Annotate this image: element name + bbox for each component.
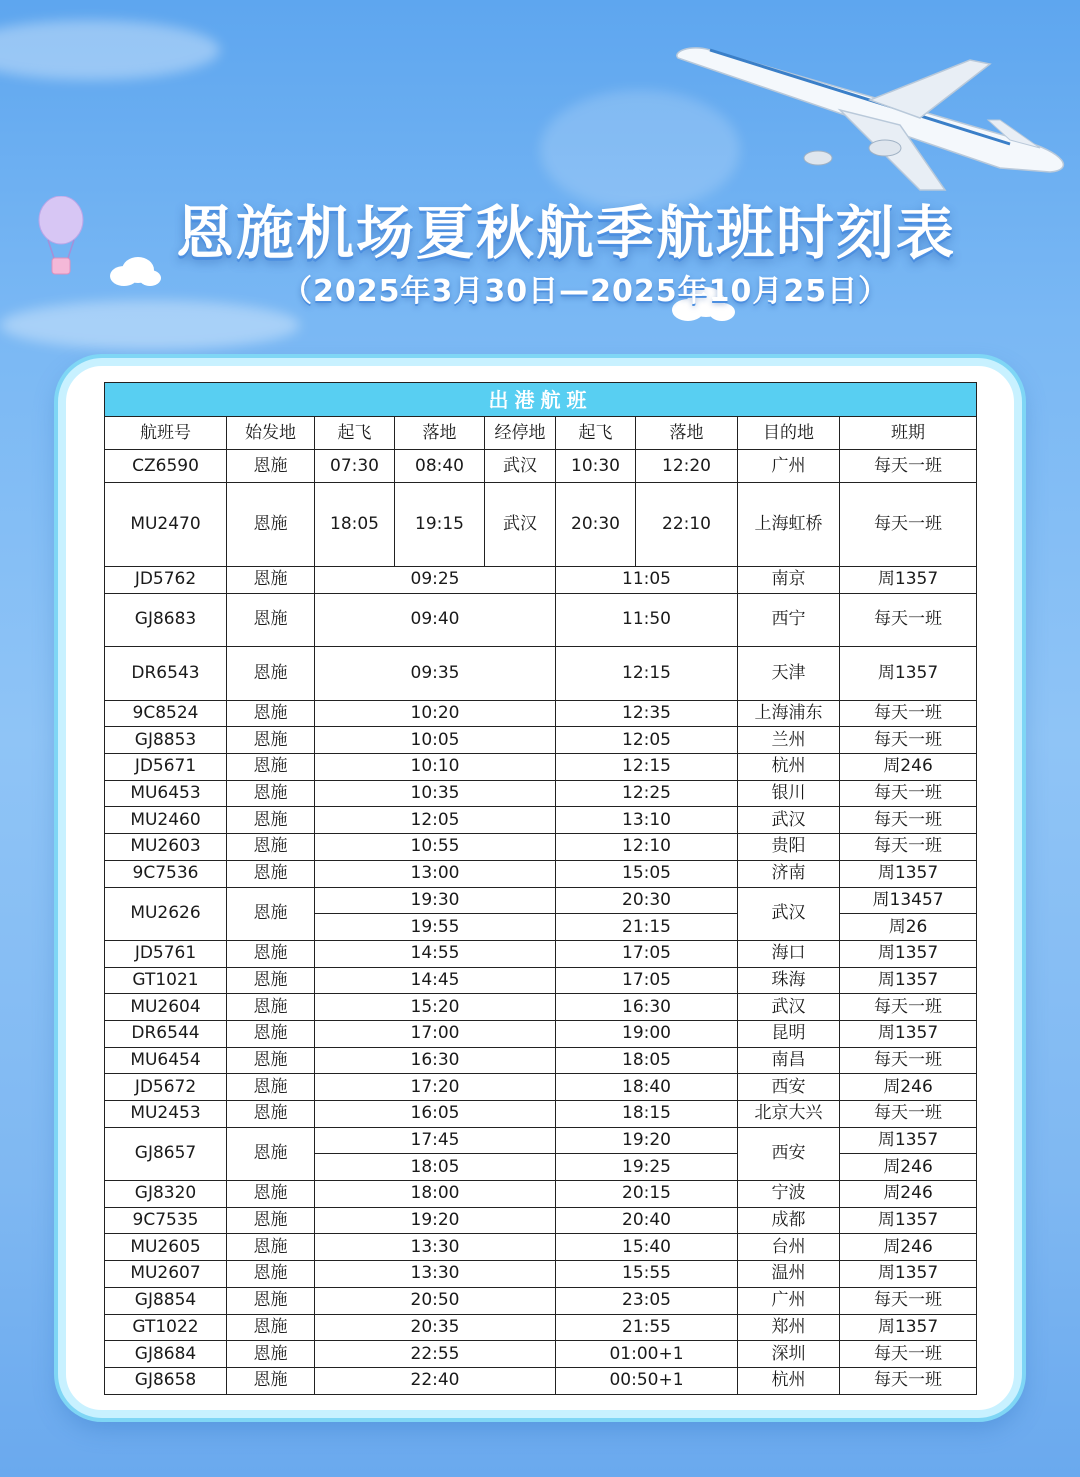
cell-days: 周13457 xyxy=(840,887,977,914)
cell-days: 每天一班 xyxy=(840,727,977,754)
table-row xyxy=(105,1074,977,1101)
cell-dest: 天津 xyxy=(738,647,840,701)
cell-origin: 恩施 xyxy=(227,1261,315,1288)
cell-origin: 恩施 xyxy=(227,807,315,834)
cell-dep: 19:20 xyxy=(315,1207,556,1234)
table-row xyxy=(105,1047,977,1074)
cell-dep2: 20:30 xyxy=(556,483,636,567)
cell-dest: 武汉 xyxy=(738,807,840,834)
cell-dest: 济南 xyxy=(738,860,840,887)
column-header: 落地 xyxy=(395,417,485,450)
cell-arr: 12:25 xyxy=(556,780,738,807)
cell-dep: 22:40 xyxy=(315,1367,556,1394)
cell-dep: 17:00 xyxy=(315,1020,556,1047)
cell-flight-no: DR6544 xyxy=(105,1020,227,1047)
table-row xyxy=(105,700,977,727)
column-header: 航班号 xyxy=(105,417,227,450)
table-row xyxy=(105,1261,977,1288)
cell-arr: 11:50 xyxy=(556,593,738,647)
date-range: （2025年3月30日—2025年10月25日） xyxy=(282,274,890,309)
cell-days: 每天一班 xyxy=(840,780,977,807)
cell-dep: 09:25 xyxy=(315,567,556,594)
cell-origin: 恩施 xyxy=(227,1181,315,1208)
cell-dep: 10:10 xyxy=(315,754,556,781)
cell-dest: 银川 xyxy=(738,780,840,807)
cell-dest: 海口 xyxy=(738,940,840,967)
cell-days: 周246 xyxy=(840,1234,977,1261)
cell-origin: 恩施 xyxy=(227,860,315,887)
cell-days: 每天一班 xyxy=(840,807,977,834)
cell-origin: 恩施 xyxy=(227,1074,315,1101)
cell-flight-no: GJ8320 xyxy=(105,1181,227,1208)
cell-dest: 北京大兴 xyxy=(738,1101,840,1128)
cell-arr1: 08:40 xyxy=(395,450,485,483)
cell-arr: 18:05 xyxy=(556,1047,738,1074)
cell-arr: 19:00 xyxy=(556,1020,738,1047)
cloud-icon xyxy=(106,254,162,288)
cell-origin: 恩施 xyxy=(227,780,315,807)
cell-dep1: 18:05 xyxy=(315,483,395,567)
cell-days: 每天一班 xyxy=(840,1287,977,1314)
cell-arr: 11:05 xyxy=(556,567,738,594)
cell-dest: 西安 xyxy=(738,1127,840,1180)
cell-days: 每天一班 xyxy=(840,1101,977,1128)
cell-via: 武汉 xyxy=(485,450,556,483)
table-row xyxy=(105,483,977,567)
cell-dep: 19:55 xyxy=(315,914,556,941)
cell-days: 周246 xyxy=(840,1074,977,1101)
cell-dep: 20:50 xyxy=(315,1287,556,1314)
cell-dest: 郑州 xyxy=(738,1314,840,1341)
cell-dest: 杭州 xyxy=(738,1367,840,1394)
table-row xyxy=(105,1101,977,1128)
cell-arr: 20:15 xyxy=(556,1181,738,1208)
cell-flight-no: JD5671 xyxy=(105,754,227,781)
table-row xyxy=(105,994,977,1021)
cell-dep1: 07:30 xyxy=(315,450,395,483)
cell-origin: 恩施 xyxy=(227,994,315,1021)
cell-origin: 恩施 xyxy=(227,887,315,940)
cell-origin: 恩施 xyxy=(227,1047,315,1074)
cell-dep: 20:35 xyxy=(315,1314,556,1341)
cell-dep: 16:30 xyxy=(315,1047,556,1074)
table-row xyxy=(105,1341,977,1368)
cell-origin: 恩施 xyxy=(227,450,315,483)
departure-schedule-table xyxy=(104,382,977,1395)
cell-dest: 上海虹桥 xyxy=(738,483,840,567)
cell-arr: 21:15 xyxy=(556,914,738,941)
cell-dep2: 10:30 xyxy=(556,450,636,483)
column-header: 班期 xyxy=(840,417,977,450)
cell-arr2: 22:10 xyxy=(636,483,738,567)
airplane-icon xyxy=(670,40,1080,200)
cell-flight-no: MU2460 xyxy=(105,807,227,834)
cell-flight-no: MU6454 xyxy=(105,1047,227,1074)
page-title: 恩施机场夏秋航季航班时刻表 xyxy=(176,199,957,267)
cell-origin: 恩施 xyxy=(227,834,315,861)
cell-days: 周1357 xyxy=(840,1127,977,1154)
cell-arr: 12:10 xyxy=(556,834,738,861)
cell-no: MU2470 xyxy=(105,483,227,567)
column-header: 始发地 xyxy=(227,417,315,450)
cell-arr1: 19:15 xyxy=(395,483,485,567)
cell-dep: 15:20 xyxy=(315,994,556,1021)
cell-flight-no: 9C8524 xyxy=(105,700,227,727)
cell-arr: 15:40 xyxy=(556,1234,738,1261)
cell-days: 每天一班 xyxy=(840,450,977,483)
cell-arr: 12:15 xyxy=(556,754,738,781)
table-row xyxy=(105,727,977,754)
cell-dest: 珠海 xyxy=(738,967,840,994)
cell-arr: 15:55 xyxy=(556,1261,738,1288)
cell-dest: 温州 xyxy=(738,1261,840,1288)
cell-days: 周1357 xyxy=(840,940,977,967)
cell-days: 每天一班 xyxy=(840,1341,977,1368)
cell-arr: 15:05 xyxy=(556,860,738,887)
cell-dep: 10:05 xyxy=(315,727,556,754)
column-header: 落地 xyxy=(636,417,738,450)
table-row xyxy=(105,1020,977,1047)
table-row xyxy=(105,887,977,914)
cell-flight-no: MU2453 xyxy=(105,1101,227,1128)
column-header: 经停地 xyxy=(485,417,556,450)
table-row xyxy=(105,1287,977,1314)
cell-days: 周246 xyxy=(840,1154,977,1181)
cell-days: 周1357 xyxy=(840,647,977,701)
table-row xyxy=(105,807,977,834)
cell-no: CZ6590 xyxy=(105,450,227,483)
cell-dep: 17:20 xyxy=(315,1074,556,1101)
cell-dest: 贵阳 xyxy=(738,834,840,861)
column-header: 起飞 xyxy=(556,417,636,450)
cell-arr: 18:40 xyxy=(556,1074,738,1101)
cell-flight-no: GJ8684 xyxy=(105,1341,227,1368)
cell-arr: 12:05 xyxy=(556,727,738,754)
table-row xyxy=(105,940,977,967)
cell-arr: 19:20 xyxy=(556,1127,738,1154)
table-row xyxy=(105,860,977,887)
cell-days: 每天一班 xyxy=(840,1367,977,1394)
cell-flight-no: GT1022 xyxy=(105,1314,227,1341)
cell-dep: 16:05 xyxy=(315,1101,556,1128)
table-row xyxy=(105,1367,977,1394)
cell-dest: 兰州 xyxy=(738,727,840,754)
cell-dep: 22:55 xyxy=(315,1341,556,1368)
cell-dest: 武汉 xyxy=(738,887,840,940)
cell-origin: 恩施 xyxy=(227,940,315,967)
cell-dep: 14:45 xyxy=(315,967,556,994)
column-header: 起飞 xyxy=(315,417,395,450)
hot-air-balloon-icon xyxy=(36,196,86,280)
cell-dest: 上海浦东 xyxy=(738,700,840,727)
table-row xyxy=(105,1234,977,1261)
cell-days: 周246 xyxy=(840,754,977,781)
cell-flight-no: JD5762 xyxy=(105,567,227,594)
cell-origin: 恩施 xyxy=(227,1287,315,1314)
cell-origin: 恩施 xyxy=(227,1367,315,1394)
cell-origin: 恩施 xyxy=(227,1101,315,1128)
table-row xyxy=(105,450,977,483)
cell-dep: 13:30 xyxy=(315,1261,556,1288)
cell-days: 周1357 xyxy=(840,1314,977,1341)
cell-origin: 恩施 xyxy=(227,1020,315,1047)
cell-days: 周1357 xyxy=(840,1020,977,1047)
cell-flight-no: MU2607 xyxy=(105,1261,227,1288)
table-row xyxy=(105,1314,977,1341)
cell-flight-no: GJ8853 xyxy=(105,727,227,754)
cell-days: 周1357 xyxy=(840,1207,977,1234)
cell-dep: 17:45 xyxy=(315,1127,556,1154)
cell-flight-no: GJ8854 xyxy=(105,1287,227,1314)
table-row xyxy=(105,1127,977,1154)
cell-arr: 20:30 xyxy=(556,887,738,914)
table-row xyxy=(105,593,977,647)
cell-dest: 西宁 xyxy=(738,593,840,647)
cell-dest: 南京 xyxy=(738,567,840,594)
cell-days: 每天一班 xyxy=(840,700,977,727)
cell-origin: 恩施 xyxy=(227,1207,315,1234)
cell-dep: 18:00 xyxy=(315,1181,556,1208)
cell-origin: 恩施 xyxy=(227,700,315,727)
table-row xyxy=(105,834,977,861)
cell-arr: 00:50+1 xyxy=(556,1367,738,1394)
cell-origin: 恩施 xyxy=(227,754,315,781)
table-row xyxy=(105,567,977,594)
cell-dep: 09:35 xyxy=(315,647,556,701)
cell-dest: 武汉 xyxy=(738,994,840,1021)
table-row xyxy=(105,1207,977,1234)
cell-arr: 13:10 xyxy=(556,807,738,834)
cell-dest: 杭州 xyxy=(738,754,840,781)
cell-flight-no: DR6543 xyxy=(105,647,227,701)
cell-days: 周1357 xyxy=(840,1261,977,1288)
table-row xyxy=(105,1181,977,1208)
cell-arr: 17:05 xyxy=(556,967,738,994)
cell-arr: 12:35 xyxy=(556,700,738,727)
cell-arr: 20:40 xyxy=(556,1207,738,1234)
table-row xyxy=(105,754,977,781)
cell-origin: 恩施 xyxy=(227,1341,315,1368)
cell-flight-no: GJ8683 xyxy=(105,593,227,647)
cell-arr: 19:25 xyxy=(556,1154,738,1181)
cell-origin: 恩施 xyxy=(227,727,315,754)
cell-flight-no: MU2605 xyxy=(105,1234,227,1261)
cell-flight-no: MU2626 xyxy=(105,887,227,940)
cell-arr: 01:00+1 xyxy=(556,1341,738,1368)
cell-dest: 成都 xyxy=(738,1207,840,1234)
cell-dep: 18:05 xyxy=(315,1154,556,1181)
cell-arr: 17:05 xyxy=(556,940,738,967)
cell-dep: 10:55 xyxy=(315,834,556,861)
cell-dest: 广州 xyxy=(738,1287,840,1314)
cell-dep: 09:40 xyxy=(315,593,556,647)
cell-origin: 恩施 xyxy=(227,1127,315,1180)
cell-dest: 深圳 xyxy=(738,1341,840,1368)
cell-flight-no: MU2604 xyxy=(105,994,227,1021)
cell-dep: 19:30 xyxy=(315,887,556,914)
cell-days: 周1357 xyxy=(840,567,977,594)
cell-days: 周246 xyxy=(840,1181,977,1208)
cell-dep: 10:35 xyxy=(315,780,556,807)
cell-flight-no: GJ8658 xyxy=(105,1367,227,1394)
cell-flight-no: JD5761 xyxy=(105,940,227,967)
cell-arr: 23:05 xyxy=(556,1287,738,1314)
cell-days: 每天一班 xyxy=(840,483,977,567)
cell-days: 每天一班 xyxy=(840,834,977,861)
cell-days: 每天一班 xyxy=(840,994,977,1021)
cell-dest: 宁波 xyxy=(738,1181,840,1208)
cloud-decoration xyxy=(0,300,300,350)
cell-days: 周1357 xyxy=(840,967,977,994)
cell-origin: 恩施 xyxy=(227,1314,315,1341)
cell-arr: 12:15 xyxy=(556,647,738,701)
cell-origin: 恩施 xyxy=(227,647,315,701)
table-row xyxy=(105,780,977,807)
cell-origin: 恩施 xyxy=(227,483,315,567)
cell-dest: 西安 xyxy=(738,1074,840,1101)
cell-origin: 恩施 xyxy=(227,1234,315,1261)
table-row xyxy=(105,647,977,701)
cell-dep: 13:30 xyxy=(315,1234,556,1261)
cell-via: 武汉 xyxy=(485,483,556,567)
cell-arr2: 12:20 xyxy=(636,450,738,483)
cell-arr: 21:55 xyxy=(556,1314,738,1341)
cell-origin: 恩施 xyxy=(227,967,315,994)
section-title: 出港航班 xyxy=(105,383,977,417)
header-row xyxy=(105,417,977,450)
cell-flight-no: MU2603 xyxy=(105,834,227,861)
cloud-decoration xyxy=(0,20,220,80)
cell-dest: 广州 xyxy=(738,450,840,483)
cell-flight-no: JD5672 xyxy=(105,1074,227,1101)
table-row xyxy=(105,967,977,994)
cell-days: 周26 xyxy=(840,914,977,941)
cell-dep: 13:00 xyxy=(315,860,556,887)
cell-dest: 南昌 xyxy=(738,1047,840,1074)
cell-flight-no: GT1021 xyxy=(105,967,227,994)
cell-origin: 恩施 xyxy=(227,593,315,647)
cell-days: 每天一班 xyxy=(840,593,977,647)
cell-flight-no: MU6453 xyxy=(105,780,227,807)
cell-flight-no: 9C7536 xyxy=(105,860,227,887)
cell-dest: 昆明 xyxy=(738,1020,840,1047)
cell-dest: 台州 xyxy=(738,1234,840,1261)
cell-arr: 16:30 xyxy=(556,994,738,1021)
cell-days: 每天一班 xyxy=(840,1047,977,1074)
cell-flight-no: GJ8657 xyxy=(105,1127,227,1180)
cell-dep: 14:55 xyxy=(315,940,556,967)
cell-dep: 10:20 xyxy=(315,700,556,727)
column-header: 目的地 xyxy=(738,417,840,450)
cell-days: 周1357 xyxy=(840,860,977,887)
cell-flight-no: 9C7535 xyxy=(105,1207,227,1234)
cell-origin: 恩施 xyxy=(227,567,315,594)
cell-arr: 18:15 xyxy=(556,1101,738,1128)
cell-dep: 12:05 xyxy=(315,807,556,834)
